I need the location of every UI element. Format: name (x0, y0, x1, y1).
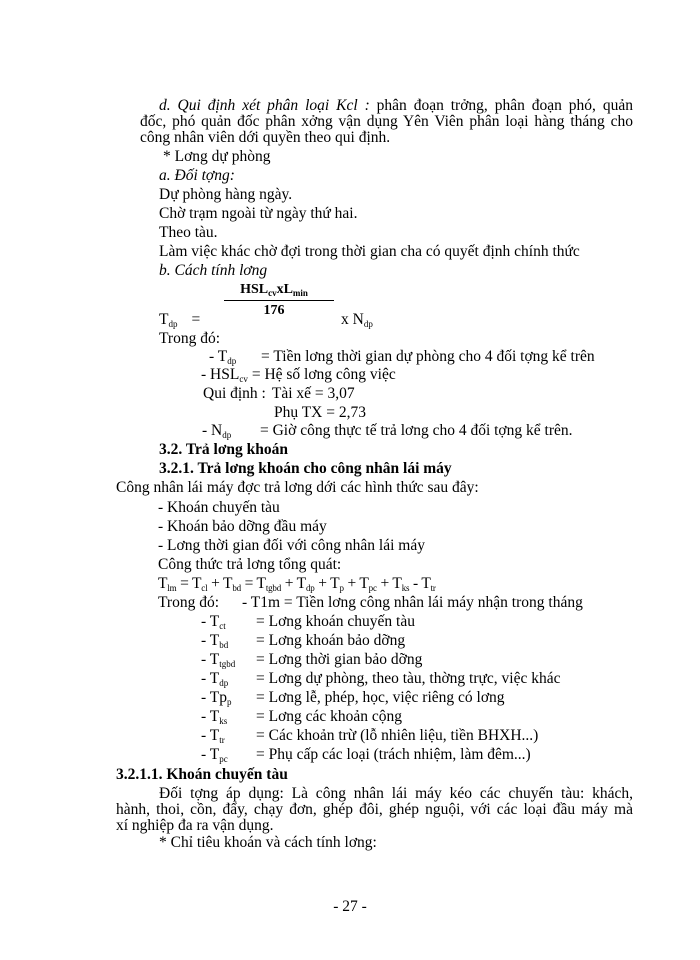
drivers-form: - Khoán bảo dỡng đầu máy (158, 518, 327, 535)
standby-item: Theo tàu. (159, 224, 218, 241)
paragraph-d-line2: đốc, phó quản đốc phân xởng vận dụng Yên Viên phân loại hàng tháng cho (140, 113, 633, 130)
paragraph-d-line1-text: phân đoạn trởng, phân đoạn phó, quản (369, 97, 633, 114)
section-3-2-1-heading: 3.2.1. Trả lơng khoán cho công nhân lái máy (159, 460, 452, 477)
paragraph-d-label: d. Qui định xét phân loại Kcl : (159, 97, 370, 114)
formula2: $T_{lm} = T_{cl} + T_{bd} = T_{tgbd} + T_{dp} + T_p + T_{pc} + T_{ks} - T_{tr}$ (158, 575, 436, 593)
drivers-form: - Khoán chuyến tàu (158, 499, 280, 516)
drivers-intro: Công nhân lái máy đợc trả lơng dới các hình thức sau đây: (116, 479, 479, 496)
section-3-2-heading: 3.2. Trả lơng khoán (159, 441, 289, 458)
subject-line2: hành, thoi, cồn, đẩy, chạy đơn, ghép đôi, ghép nguội, với các loại đầu máy mà (116, 801, 633, 818)
quota-heading: * Chỉ tiêu khoán và cách tính lơng: (159, 834, 377, 851)
where2-def: - $T_{dp}$ = Lơng dự phòng, theo tàu, thờng trực, việc khác (201, 670, 561, 688)
standby-item: Dự phòng hàng ngày. (159, 186, 293, 203)
where2-first: - T1m = Tiền lơng công nhân lái máy nhận trong tháng (242, 594, 583, 611)
standby-heading: * Lơng dự phòng (163, 148, 271, 165)
where1-label: Trong đó: (159, 330, 221, 347)
formula1-times: x $N_{dp}$ (341, 311, 373, 329)
standby-item: Chờ trạm ngoài từ ngày thứ hai. (159, 205, 358, 222)
where2-def: - $T_{pc}$ = Phụ cấp các loại (trách nhiệm, làm đêm...) (201, 746, 531, 764)
formula1-lhs: $T_{dp}$ = (159, 311, 201, 329)
where2-def: - $Tp_p$ = Lơng lễ, phép, học, việc riêng có lơng (201, 689, 505, 707)
paragraph-d-line3: công nhân viên dới quyền theo qui định. (140, 129, 391, 146)
formula1-numerator: $HSL_{cv}xL_{min}$ (240, 282, 308, 298)
where2-label: Trong đó: (158, 594, 220, 611)
where1-rule: Qui định : Tài xế = 3,07 (203, 385, 355, 402)
page-number: - 27 - (333, 898, 367, 915)
where1-rule-assistant: Phụ TX = 2,73 (274, 404, 366, 421)
where2-def: - $T_{tr}$ = Các khoản trừ (lỗ nhiên liệu, tiền BHXH...) (201, 727, 539, 745)
formula1-denominator: 176 (263, 303, 285, 318)
where2-def: - $T_{tgbd}$ = Lơng thời gian bảo dỡng (201, 651, 423, 669)
standby-subject-label: a. Đối tợng: (159, 167, 235, 184)
standby-item: Làm việc khác chờ đợi trong thời gian cha có quyết định chính thức (159, 243, 580, 260)
where2-def: - $T_{ct}$ = Lơng khoán chuyến tàu (201, 613, 415, 631)
where2-def: - $T_{bd}$ = Lơng khoán bảo dỡng (201, 632, 406, 650)
standby-method-label: b. Cách tính lơng (159, 262, 268, 279)
where1-def-ndp: - $N_{dp}$ = Giờ công thực tế trả lơng cho 4 đối tợng kể trên. (202, 422, 573, 440)
where1-def-hsl: - $HSL_{cv}$ = Hệ số lơng công việc (201, 366, 396, 384)
subject-line1: Đối tợng áp dụng: Là công nhân lái máy kéo các chuyến tàu: khách, (159, 785, 633, 802)
subject-line3: xí nghiệp đa ra vận dụng. (116, 817, 274, 834)
general-formula-label: Công thức trả lơng tổng quát: (158, 556, 342, 573)
where2-def: - $T_{ks}$ = Lơng các khoản cộng (201, 708, 403, 726)
drivers-form: - Lơng thời gian đối với công nhân lái máy (158, 537, 425, 554)
where1-def-tdp: - $T_{dp}$ = Tiền lơng thời gian dự phòng cho 4 đối tợng kể trên (209, 348, 595, 366)
section-3-2-1-1-heading: 3.2.1.1. Khoán chuyến tàu (116, 766, 288, 783)
fraction-bar (224, 300, 334, 301)
